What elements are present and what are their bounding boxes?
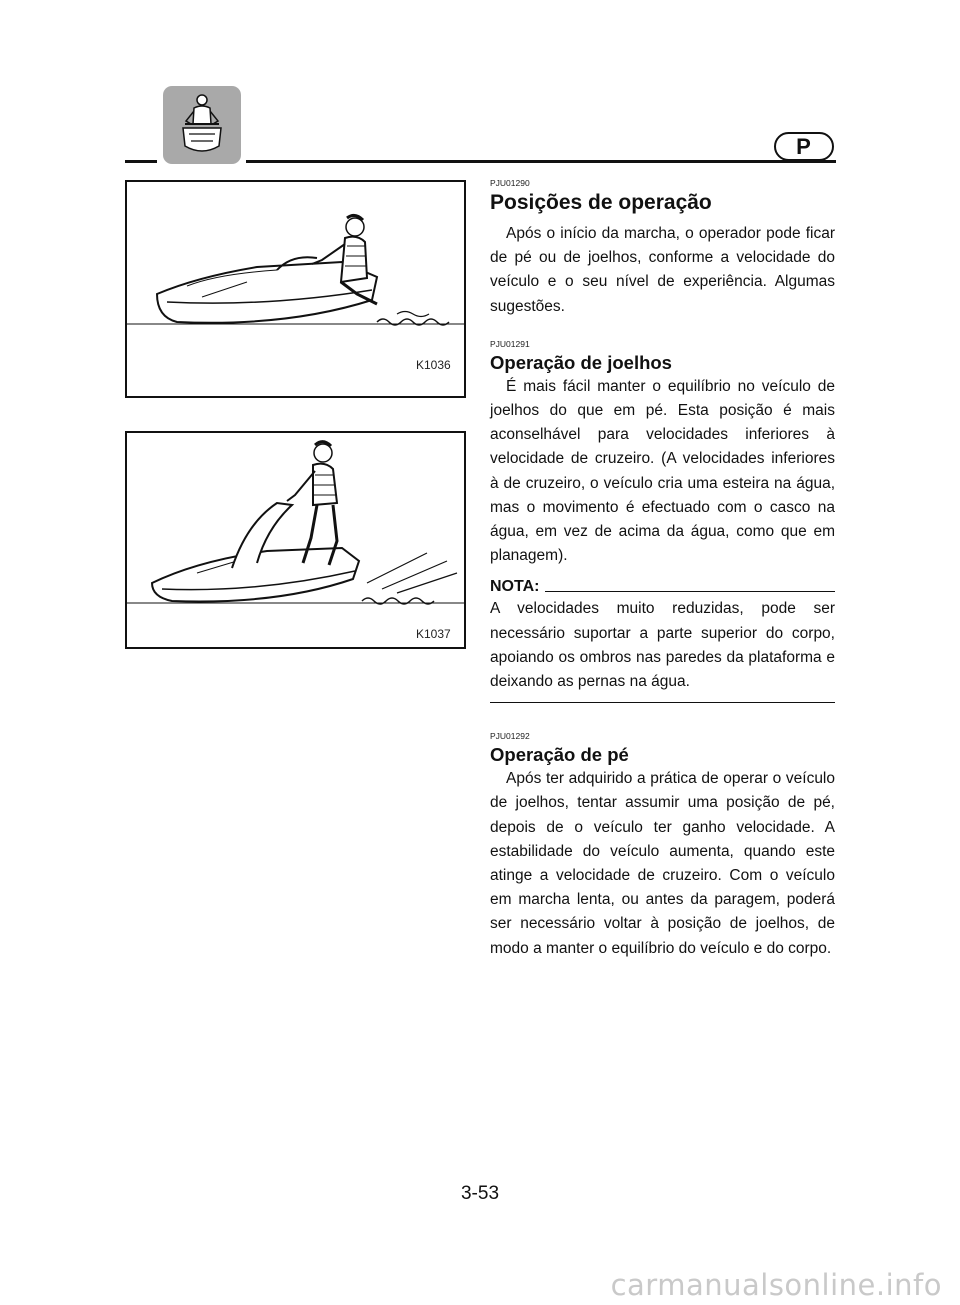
figure-kneeling <box>125 180 466 398</box>
watermark: carmanualsonline.info <box>610 1268 942 1302</box>
header-rule-right <box>246 160 836 163</box>
page-number: 3-53 <box>460 1183 500 1204</box>
note-label: NOTA: <box>490 578 540 596</box>
figure-standing <box>125 431 466 649</box>
language-badge: P <box>774 132 834 161</box>
operation-section-icon <box>163 86 241 164</box>
kneeling-rider-illustration <box>127 182 464 396</box>
standing-rider-illustration <box>127 433 464 647</box>
section-title: Operação de joelhos <box>490 351 672 373</box>
section-body: É mais fácil manter o equilíbrio no veículo de joelhos do que em pé. Esta posição é mais aconselhável para velocidades inferiores à velocidade de cruzeiro. (A velocidades inferiores à de cruzeiro, o veículo cria uma esteira na água, mas o movimento é efectuado com o casco na água, em vez de acima da água, como que em planagem). <box>490 377 835 565</box>
section-body: Após ter adquirido a prática de operar o veículo de joelhos, tentar assumir uma posição de pé, depois de o veículo ter ganho velocidade. A estabilidade do veículo aumenta, quando este atinge a velocidade de cruzeiro. Com o veículo em marcha lenta, ou antes da paragem, poderá ser necessário voltar à posição de joelhos, de modo a manter o equilíbrio do veículo e do corpo. <box>490 770 835 957</box>
section-body: Após o início da marcha, o operador pode ficar de pé ou de joelhos, conforme a velocidade do veículo e o seu nível de experiência. Algumas sugestões. <box>490 225 835 315</box>
section-title: Operação de pé <box>490 744 629 766</box>
note-rule <box>545 591 835 592</box>
section-code: PJU01292 <box>490 731 530 742</box>
note-text: A velocidades muito reduzidas, pode ser necessário suportar a parte superior do corpo, apoiando os ombros nas paredes da plataforma e deixando as pernas na água. <box>490 600 835 691</box>
section-code: PJU01290 <box>490 178 530 188</box>
note-header <box>490 577 835 597</box>
section-title: Posições de operação <box>490 191 712 214</box>
figure-label: K1036 <box>416 358 451 372</box>
figure-label: K1037 <box>416 627 451 641</box>
watercraft-rider-icon <box>163 86 241 164</box>
section-code: PJU01291 <box>490 338 530 349</box>
manual-text-column <box>490 178 835 961</box>
header-rule-left <box>125 160 157 163</box>
